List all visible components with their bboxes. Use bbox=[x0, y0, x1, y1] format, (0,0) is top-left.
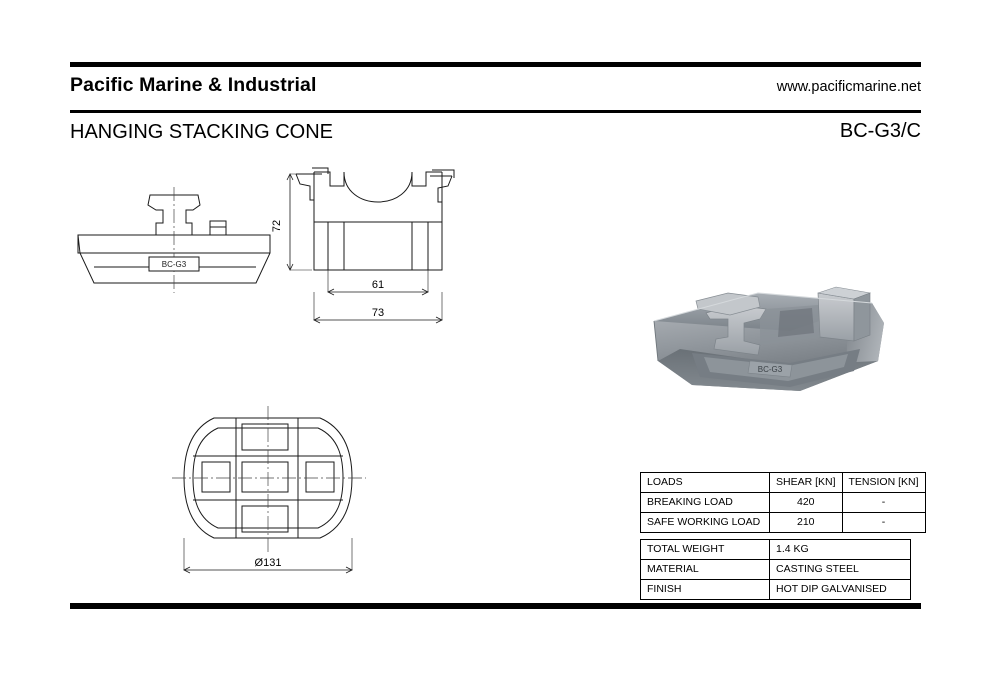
table-row bbox=[641, 493, 926, 513]
breaking-load-shear: 420 bbox=[770, 493, 843, 513]
header-top-rule bbox=[70, 62, 921, 67]
material-value: CASTING STEEL bbox=[770, 560, 911, 580]
iso-part-marking: BC-G3 bbox=[757, 365, 783, 374]
breaking-load-label: BREAKING LOAD bbox=[641, 493, 770, 513]
dim-72-geometry bbox=[287, 174, 312, 270]
table-row bbox=[641, 513, 926, 533]
loads-header-shear: SHEAR [KN] bbox=[770, 473, 843, 493]
plan-view-drawing bbox=[170, 400, 400, 590]
breaking-load-tension: - bbox=[842, 493, 925, 513]
swl-label: SAFE WORKING LOAD bbox=[641, 513, 770, 533]
dim-outer-width-label: 73 bbox=[371, 307, 385, 319]
loads-header-label: LOADS bbox=[641, 473, 770, 493]
dim-inner-width-label: 61 bbox=[371, 279, 385, 291]
material-label: MATERIAL bbox=[641, 560, 770, 580]
company-name: Pacific Marine & Industrial bbox=[70, 74, 317, 96]
footer-rule bbox=[70, 603, 921, 609]
front-view-part-marking: BC-G3 bbox=[161, 260, 187, 269]
dim-height-label: 72 bbox=[271, 219, 283, 233]
loads-header-tension: TENSION [KN] bbox=[842, 473, 925, 493]
table-row bbox=[641, 540, 911, 560]
specifications-table bbox=[640, 539, 911, 600]
header-bottom-rule bbox=[70, 110, 921, 113]
side-view-drawing bbox=[271, 160, 502, 345]
swl-shear: 210 bbox=[770, 513, 843, 533]
company-website[interactable]: www.pacificmarine.net bbox=[776, 79, 921, 95]
table-header-row bbox=[641, 473, 926, 493]
product-code: BC-G3/C bbox=[839, 120, 921, 142]
loads-table bbox=[640, 472, 926, 533]
swl-tension: - bbox=[842, 513, 925, 533]
total-weight-value: 1.4 KG bbox=[770, 540, 911, 560]
table-row bbox=[641, 580, 911, 600]
isometric-view-render bbox=[640, 245, 900, 405]
total-weight-label: TOTAL WEIGHT bbox=[641, 540, 770, 560]
finish-value: HOT DIP GALVANISED bbox=[770, 580, 911, 600]
finish-label: FINISH bbox=[641, 580, 770, 600]
dim-diameter-label: Ø131 bbox=[254, 557, 282, 569]
page-title: HANGING STACKING CONE bbox=[70, 121, 333, 143]
table-row bbox=[641, 560, 911, 580]
front-view-drawing bbox=[60, 175, 290, 325]
